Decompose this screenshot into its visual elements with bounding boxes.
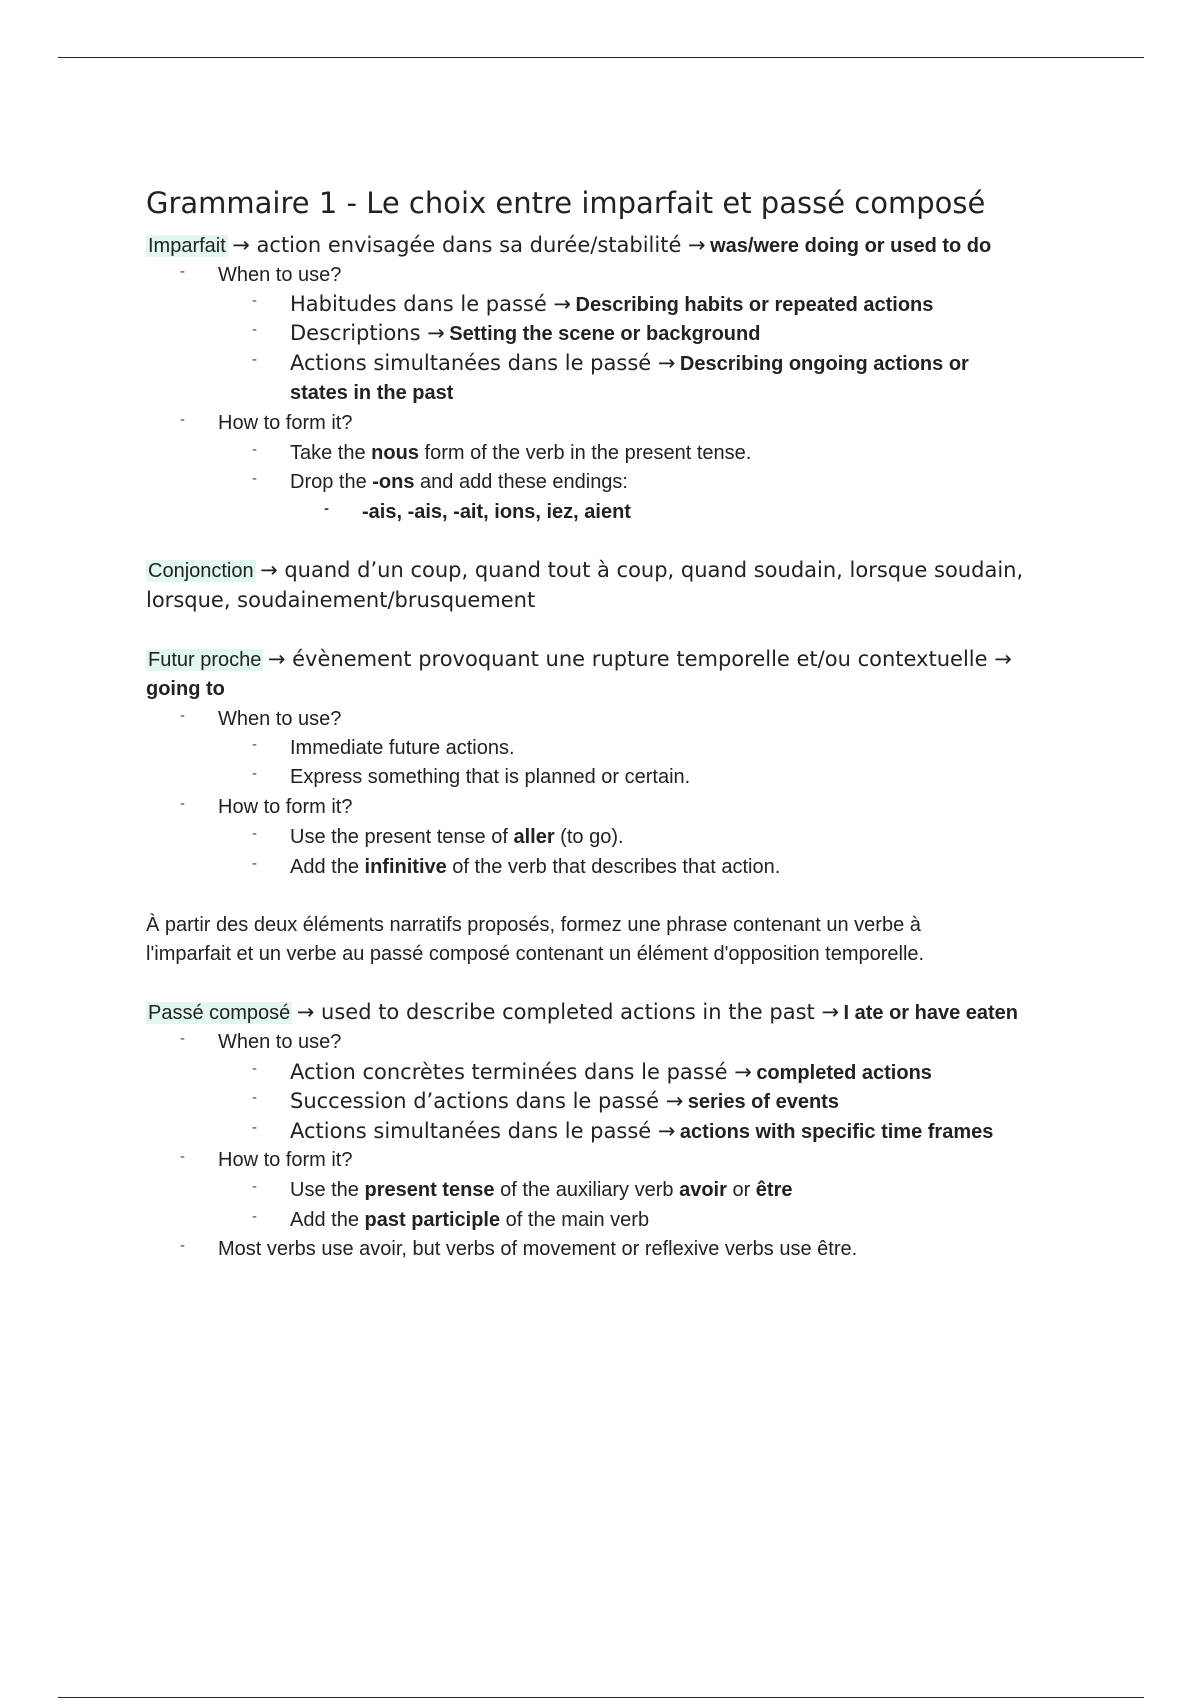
bullet-dash: -	[252, 470, 257, 487]
top-rule	[58, 57, 1144, 58]
list-item: - When to use?	[180, 707, 342, 730]
exercise-instruction-line2: l'imparfait et un verbe au passé composé contenant un élément d'opposition temporelle.	[146, 943, 925, 965]
list-item: - Take the nous form of the verb in the present tense.	[252, 441, 752, 464]
bullet-dash: -	[252, 1208, 257, 1225]
bullet-dash: -	[252, 1089, 257, 1106]
bullet-dash: -	[180, 707, 185, 724]
list-item: - Actions simultanées dans le passé → actions with specific time frames	[252, 1119, 994, 1143]
bullet-dash: -	[252, 1060, 257, 1077]
bullet-dash: -	[180, 795, 185, 812]
verb-endings: -ais, -ais, -ait, ions, iez, aient	[362, 501, 631, 523]
imparfait-desc: → action envisagée dans sa durée/stabilité →	[232, 233, 706, 257]
bullet-dash: -	[324, 500, 329, 517]
list-item: - Actions simultanées dans le passé → Describing ongoing actions or	[252, 351, 969, 375]
bullet-dash: -	[252, 321, 257, 338]
bullet-dash: -	[180, 411, 185, 428]
futur-english: going to	[146, 678, 225, 700]
bullet-dash: -	[252, 855, 257, 872]
passe-heading: Passé composé → used to describe completed actions in the past → I ate or have eaten	[148, 1000, 1019, 1024]
list-item: - Succession d’actions dans le passé → series of events	[252, 1089, 839, 1113]
imparfait-term: Imparfait	[148, 235, 226, 257]
conjonction-heading: Conjonction → quand d’un coup, quand tout à coup, quand soudain, lorsque soudain,	[148, 558, 1024, 582]
list-item: - Descriptions → Setting the scene or background	[252, 321, 761, 345]
list-item-continued: states in the past	[290, 382, 454, 404]
list-item: - Use the present tense of aller (to go).	[252, 825, 624, 848]
list-item: - Most verbs use avoir, but verbs of movement or reflexive verbs use être.	[180, 1237, 858, 1260]
bullet-dash: -	[180, 1148, 185, 1165]
passe-term: Passé composé	[148, 1002, 291, 1024]
list-item: - How to form it?	[180, 411, 353, 434]
bullet-dash: -	[252, 1178, 257, 1195]
list-item: - When to use?	[180, 263, 342, 286]
list-item: - How to form it?	[180, 1148, 353, 1171]
exercise-instruction-line1: À partir des deux éléments narratifs proposés, formez une phrase contenant un verbe à	[146, 914, 921, 936]
futur-heading: Futur proche → évènement provoquant une rupture temporelle et/ou contextuelle →	[148, 647, 1012, 671]
bottom-rule	[58, 1697, 1144, 1698]
list-item: - Add the infinitive of the verb that describes that action.	[252, 855, 781, 878]
list-item: - Action concrètes terminées dans le passé → completed actions	[252, 1060, 932, 1084]
bullet-dash: -	[252, 441, 257, 458]
bullet-dash: -	[252, 351, 257, 368]
conjonction-continued: lorsque, soudainement/brusquement	[146, 588, 536, 612]
bullet-dash: -	[252, 765, 257, 782]
list-item: - When to use?	[180, 1030, 342, 1053]
bullet-dash: -	[180, 1237, 185, 1254]
futur-term: Futur proche	[148, 649, 262, 671]
bullet-dash: -	[180, 263, 185, 280]
list-item: - Express something that is planned or certain.	[252, 765, 691, 788]
list-item: - How to form it?	[180, 795, 353, 818]
bullet-dash: -	[252, 292, 257, 309]
list-item: - Immediate future actions.	[252, 736, 515, 759]
imparfait-heading	[146, 233, 991, 258]
list-item: - Drop the -ons and add these endings:	[252, 470, 628, 493]
list-item: - Add the past participle of the main verb	[252, 1208, 650, 1231]
page-title: Grammaire 1 - Le choix entre imparfait et passé composé	[146, 186, 986, 220]
conjonction-term: Conjonction	[148, 560, 254, 582]
imparfait-english: was/were doing or used to do	[710, 235, 992, 257]
bullet-dash: -	[180, 1030, 185, 1047]
list-item: - Use the present tense of the auxiliary verb avoir or être	[252, 1178, 793, 1201]
bullet-dash: -	[252, 1119, 257, 1136]
bullet-dash: -	[252, 825, 257, 842]
bullet-dash: -	[252, 736, 257, 753]
list-item: - Habitudes dans le passé → Describing habits or repeated actions	[252, 292, 934, 316]
list-item	[324, 500, 631, 524]
